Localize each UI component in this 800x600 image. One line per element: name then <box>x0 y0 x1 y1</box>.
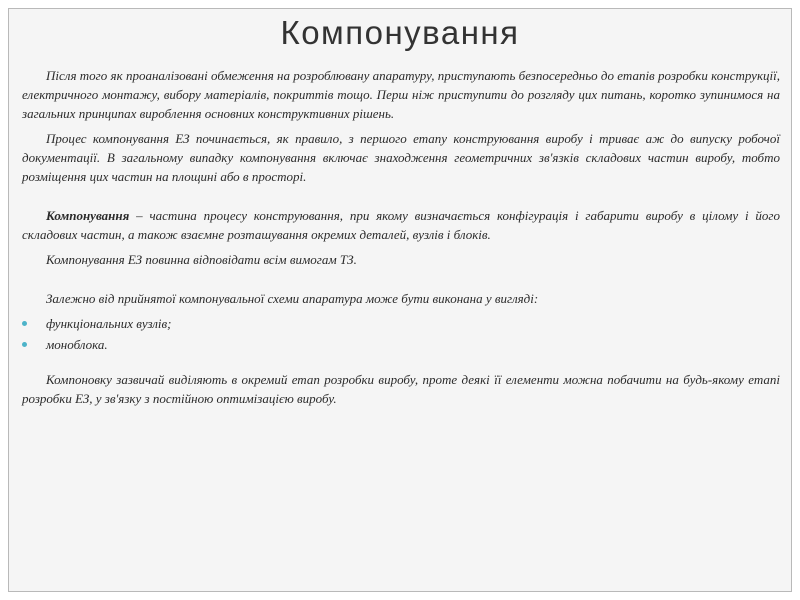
bullet-icon <box>22 342 27 347</box>
paragraph-intro: Після того як проаналізовані обмеження на розроблювану апаратуру, приступають безпосередньо до етапів розробки конструкції, електричного монтажу, вибору матеріалів, покриттів тощо. Перш ніж приступити до розгляду цих питань, коротко зупинимося на загальних принципах вироблення основних конструктивних рішень. <box>22 68 780 121</box>
spacer <box>22 275 780 289</box>
bullet-list <box>22 314 780 354</box>
paragraph-conclusion: Компоновку зазвичай виділяють в окремий етап розробки виробу, проте деякі її елементи можна побачити на будь-якому етапі розробки ЕЗ, у зв'язку з постійною оптимізацією виробу. <box>22 372 780 406</box>
list-item-text: функціональних вузлів; <box>46 316 172 331</box>
list-item <box>22 314 780 333</box>
slide-body <box>22 66 780 414</box>
definition-text: – частина процесу конструювання, при якому визначається конфігурація і габарити виробу в цілому і його складових частин, а також взаємне розташування окремих деталей, вузлів і блоків. <box>22 208 780 242</box>
definition-term: Компонування <box>46 208 130 223</box>
list-item <box>22 335 780 354</box>
spacer <box>22 356 780 370</box>
paragraph-requirement: Компонування ЕЗ повинна відповідати всім вимогам ТЗ. <box>46 252 357 267</box>
paragraph-definition <box>22 206 780 244</box>
paragraph-process: Процес компонування ЕЗ починається, як правило, з першого етапу конструювання виробу і триває аж до випуску робочої документації. В загальному випадку компонування включає знаходження геометричних зв'язків складових частин виробу, тобто розміщення цих частин на площині або в просторі. <box>22 131 780 184</box>
bullet-icon <box>22 321 27 326</box>
slide-title: Компонування <box>280 14 520 51</box>
list-item-text: моноблока. <box>46 337 108 352</box>
paragraph-schema-intro: Залежно від прийнятої компонувальної схеми апаратура може бути виконана у вигляді: <box>46 291 539 306</box>
spacer <box>22 192 780 206</box>
